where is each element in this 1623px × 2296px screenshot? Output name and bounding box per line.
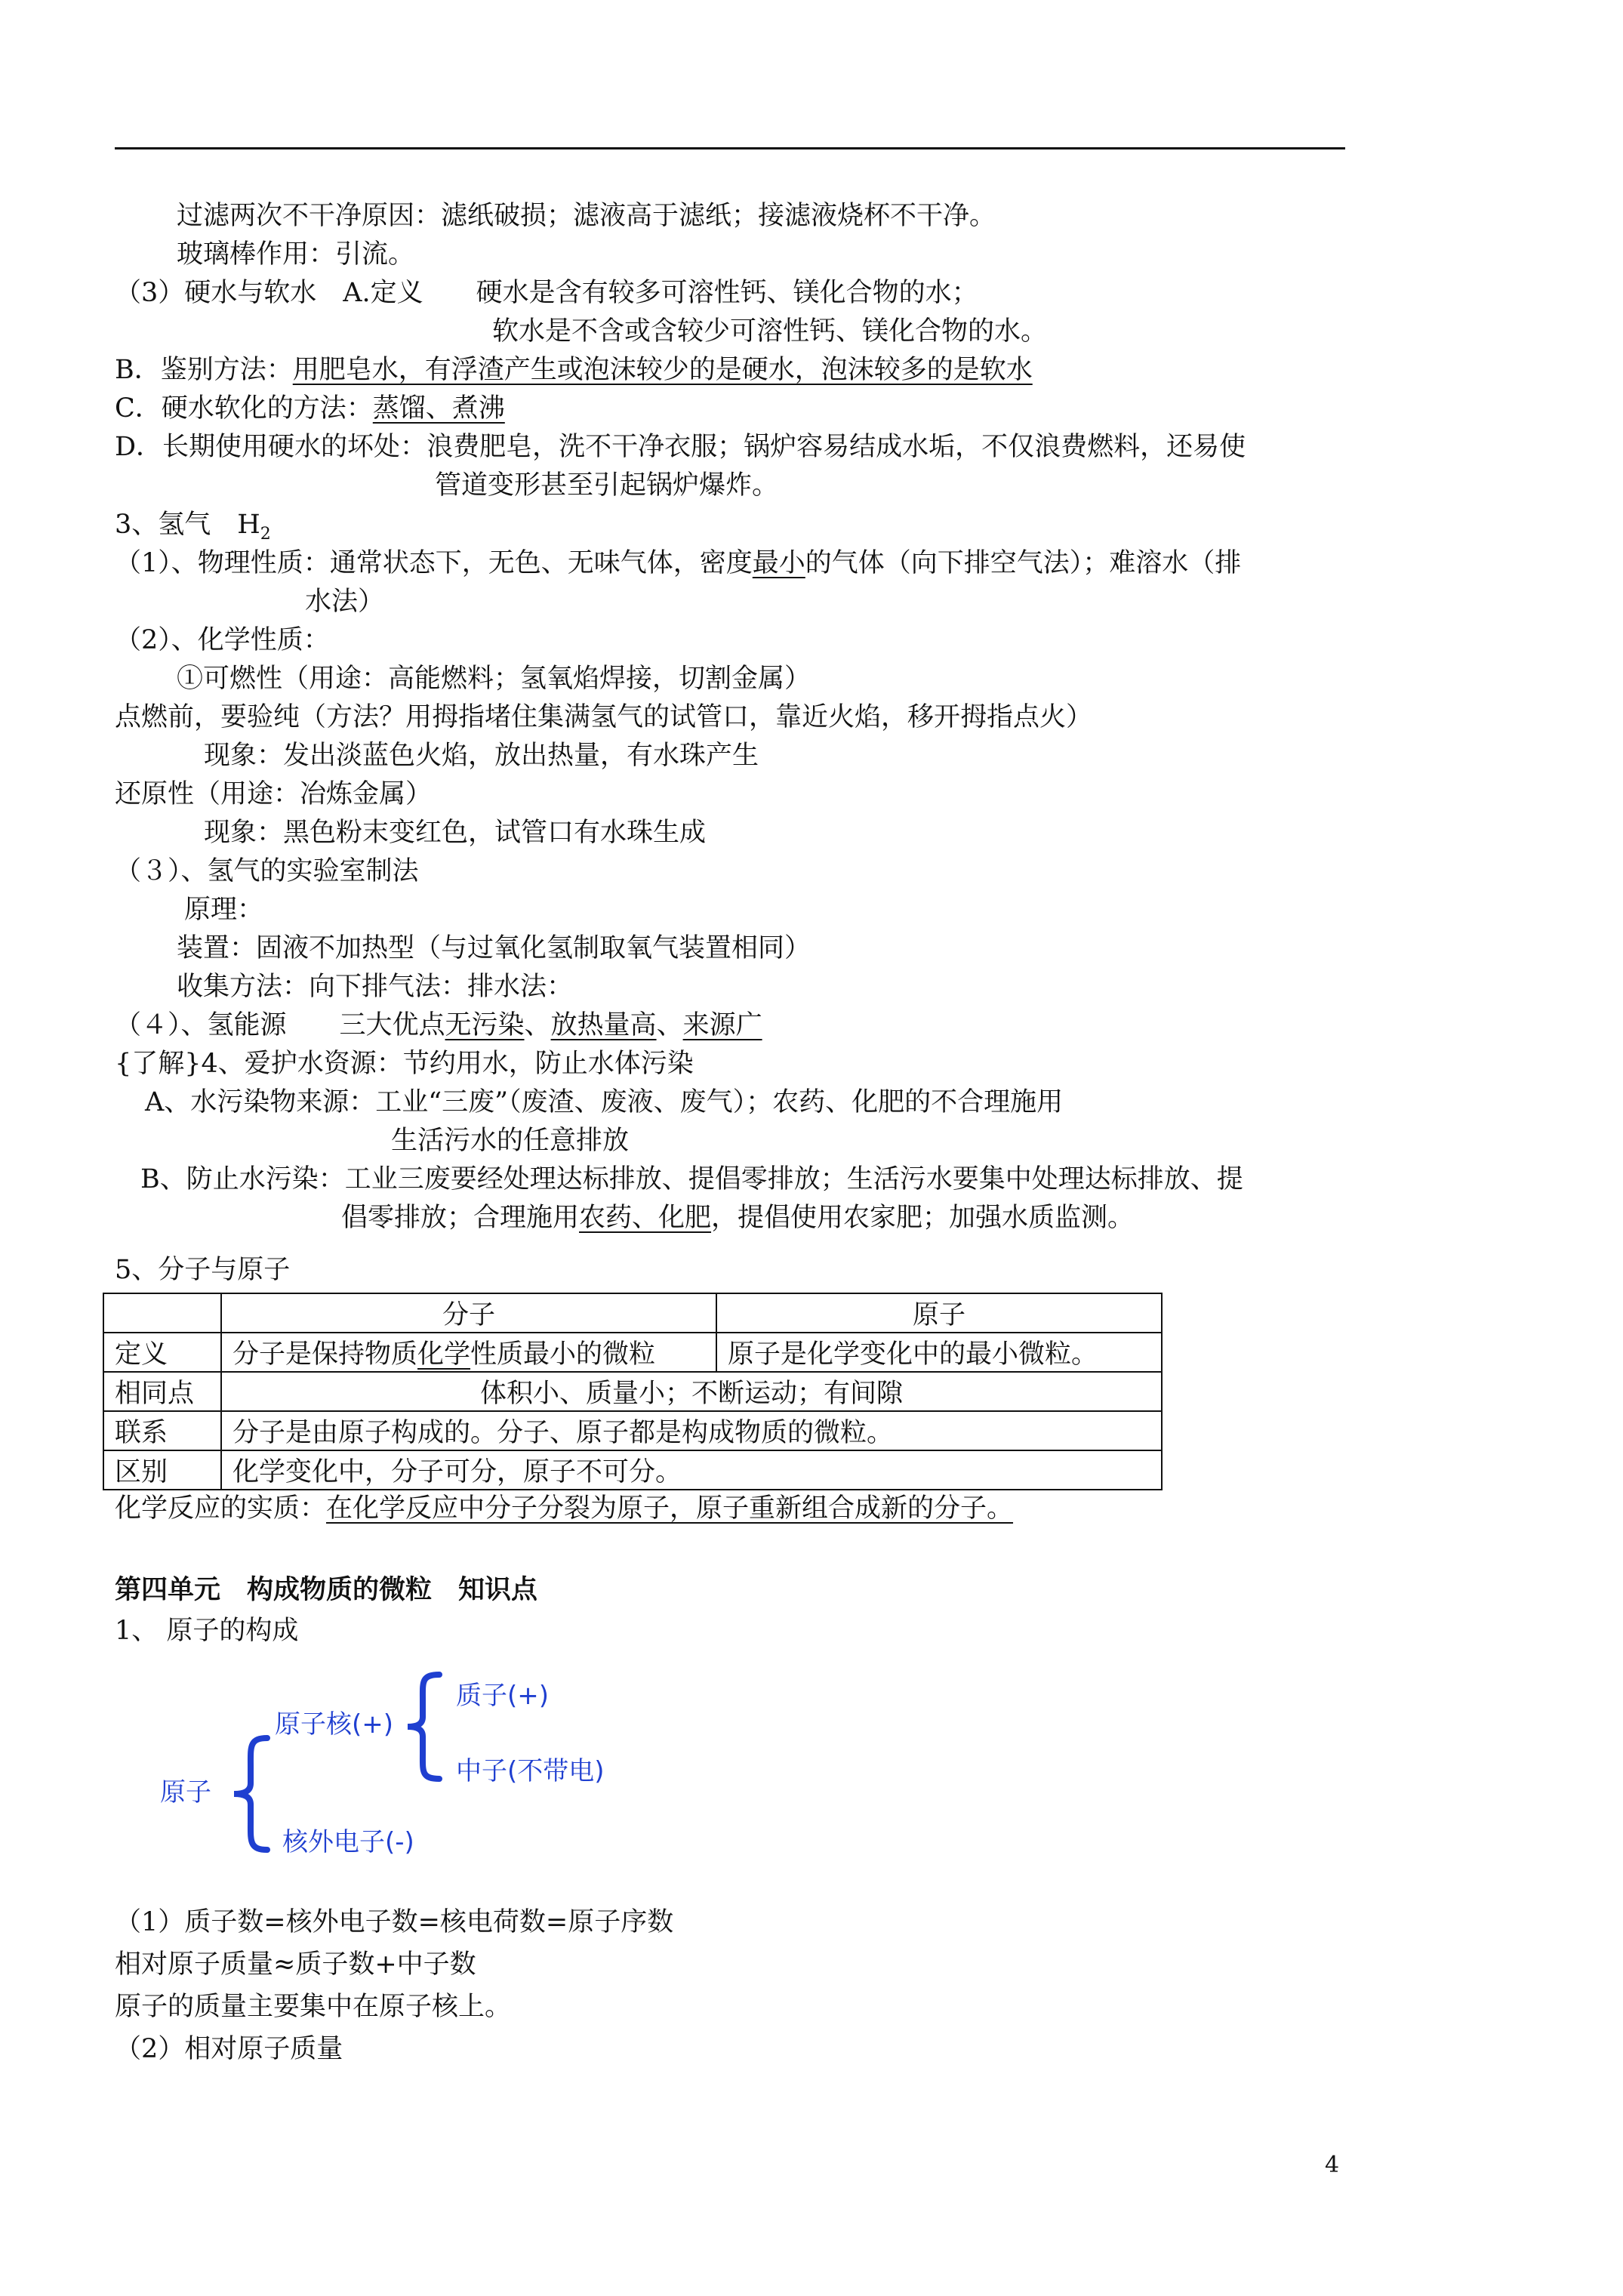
table-row — [103, 1372, 1162, 1411]
text-line: （３）、氢气的实验室制法 — [115, 856, 419, 886]
table-cell — [103, 1293, 221, 1333]
table-row — [103, 1411, 1162, 1450]
neutron-label: 中子(不带电) — [456, 1756, 605, 1786]
text-segment: 分子是保持物质 — [233, 1339, 418, 1370]
underlined-text: 化学 — [417, 1339, 471, 1370]
text-line: 还原性（用途：冶炼金属） — [115, 779, 433, 809]
text-line — [115, 392, 505, 425]
unit-heading: 第四单元 构成物质的微粒 知识点 — [115, 1574, 538, 1605]
text-line: 点燃前，要验纯（方法？用拇指堵住集满氢气的试管口，靠近火焰，移开拇指点火） — [115, 702, 1093, 732]
section-heading: 5、分子与原子 — [115, 1255, 291, 1285]
table-row — [103, 1333, 1162, 1372]
text-line: A、水污染物来源：工业“三废”（废渣、废液、废气）；农药、化肥的不合理施用 — [145, 1087, 1064, 1117]
text-line: {了解}4、爱护水资源：节约用水，防止水体污染 — [115, 1049, 694, 1079]
text-line: 玻璃棒作用：引流。 — [177, 239, 415, 270]
text-line: 过滤两次不干净原因：滤纸破损；滤液高于滤纸；接滤液烧杯不干净。 — [177, 201, 996, 231]
text-segment: 化学反应的实质： — [115, 1493, 327, 1524]
atom-label: 原子 — [160, 1777, 211, 1808]
table-cell: 体积小、质量小；不断运动；有间隙 — [221, 1372, 1162, 1411]
separator: 、 — [656, 1010, 683, 1040]
text-line — [115, 547, 1241, 580]
text-segment: ，提倡使用农家肥；加强水质监测。 — [711, 1203, 1135, 1233]
table-header: 原子 — [716, 1293, 1162, 1333]
text-segment: （４）、氢能源 三大优点 — [115, 1010, 445, 1040]
section-heading — [115, 508, 271, 551]
text-segment: （1）、物理性质：通常状态下，无色、无味气体，密度 — [115, 548, 753, 578]
nucleus-label: 原子核(+) — [275, 1709, 394, 1740]
table-cell: 分子是由原子构成的。分子、原子都是构成物质的微粒。 — [221, 1411, 1162, 1450]
underlined-text: 最小 — [752, 548, 805, 578]
text-line: （1）质子数=核外电子数=核电荷数=原子序数 — [115, 1907, 674, 1937]
underlined-text: 在化学反应中分子分裂为原子，原子重新组合成新的分子。 — [326, 1493, 1014, 1524]
text-line: 收集方法：向下排气法：排水法： — [177, 972, 574, 1002]
brace-icon — [400, 1670, 453, 1783]
text-segment: 倡零排放；合理施用 — [341, 1203, 580, 1233]
underlined-text: 来源广 — [682, 1010, 762, 1040]
line-label: C．硬水软化的方法： — [115, 393, 373, 424]
underlined-text: 放热量高 — [550, 1010, 657, 1040]
electron-label: 核外电子(-) — [282, 1827, 414, 1857]
text-line: 管道变形甚至引起锅炉爆炸。 — [435, 470, 779, 501]
text-line — [341, 1201, 1134, 1234]
table-row — [103, 1450, 1162, 1490]
text-segment: 性质最小的微粒 — [470, 1339, 656, 1370]
text-segment: 的气体（向下排空气法）；难溶水（排 — [805, 548, 1242, 578]
text-line: 原理： — [184, 895, 264, 925]
page-number: 4 — [1325, 2152, 1340, 2178]
text-line — [115, 1009, 762, 1042]
text-line: 装置：固液不加热型（与过氧化氢制取氧气装置相同） — [177, 933, 812, 963]
molecule-atom-table — [103, 1293, 1163, 1490]
text-line: D．长期使用硬水的坏处：浪费肥皂，洗不干净衣服；锅炉容易结成水垢，不仅浪费燃料，还易使 — [115, 432, 1246, 462]
text-line: 水法） — [305, 587, 385, 617]
row-label: 区别 — [103, 1450, 221, 1490]
heading-text: 3、氢气 H — [115, 510, 260, 540]
row-label: 联系 — [103, 1411, 221, 1450]
section-heading: 1、 原子的构成 — [115, 1616, 299, 1646]
table-cell — [221, 1333, 716, 1372]
text-line — [115, 353, 1033, 387]
text-line: ①可燃性（用途：高能燃料；氢氧焰焊接，切割金属） — [177, 664, 812, 694]
text-line: 生活污水的任意排放 — [391, 1126, 630, 1156]
text-line: （3）硬水与软水 A.定义 硬水是含有较多可溶性钙、镁化合物的水； — [115, 278, 978, 308]
underlined-text: 用肥皂水，有浮渣产生或泡沫较少的是硬水，泡沫较多的是软水 — [292, 355, 1033, 385]
proton-label: 质子(+) — [456, 1681, 550, 1711]
subscript: 2 — [260, 525, 271, 544]
table-header: 分子 — [221, 1293, 716, 1333]
text-line: 原子的质量主要集中在原子核上。 — [115, 1992, 512, 2022]
text-line: 相对原子质量≈质子数+中子数 — [115, 1949, 476, 1980]
table-row — [103, 1293, 1162, 1333]
underlined-text: 蒸馏、煮沸 — [372, 393, 505, 424]
underlined-text: 农药、化肥 — [579, 1203, 712, 1233]
table-cell: 原子是化学变化中的最小微粒。 — [716, 1333, 1162, 1372]
text-line — [115, 1492, 1013, 1525]
table-cell: 化学变化中，分子可分，原子不可分。 — [221, 1450, 1162, 1490]
underlined-text: 无污染 — [445, 1010, 525, 1040]
text-line: 软水是不含或含较少可溶性钙、镁化合物的水。 — [492, 316, 1048, 347]
text-line: （2）、化学性质： — [115, 625, 330, 655]
row-label: 定义 — [103, 1333, 221, 1372]
text-line: B、防止水污染：工业三废要经处理达标排放、提倡零排放；生活污水要集中处理达标排放、提 — [140, 1164, 1243, 1194]
text-line: 现象：发出淡蓝色火焰，放出热量，有水珠产生 — [204, 741, 759, 771]
row-label: 相同点 — [103, 1372, 221, 1411]
text-line: （2）相对原子质量 — [115, 2034, 343, 2064]
text-line: 现象：黑色粉末变红色，试管口有水珠生成 — [204, 818, 707, 848]
header-rule — [115, 147, 1345, 149]
separator: 、 — [524, 1010, 551, 1040]
brace-icon — [226, 1734, 279, 1854]
line-label: B．鉴别方法： — [115, 355, 293, 385]
